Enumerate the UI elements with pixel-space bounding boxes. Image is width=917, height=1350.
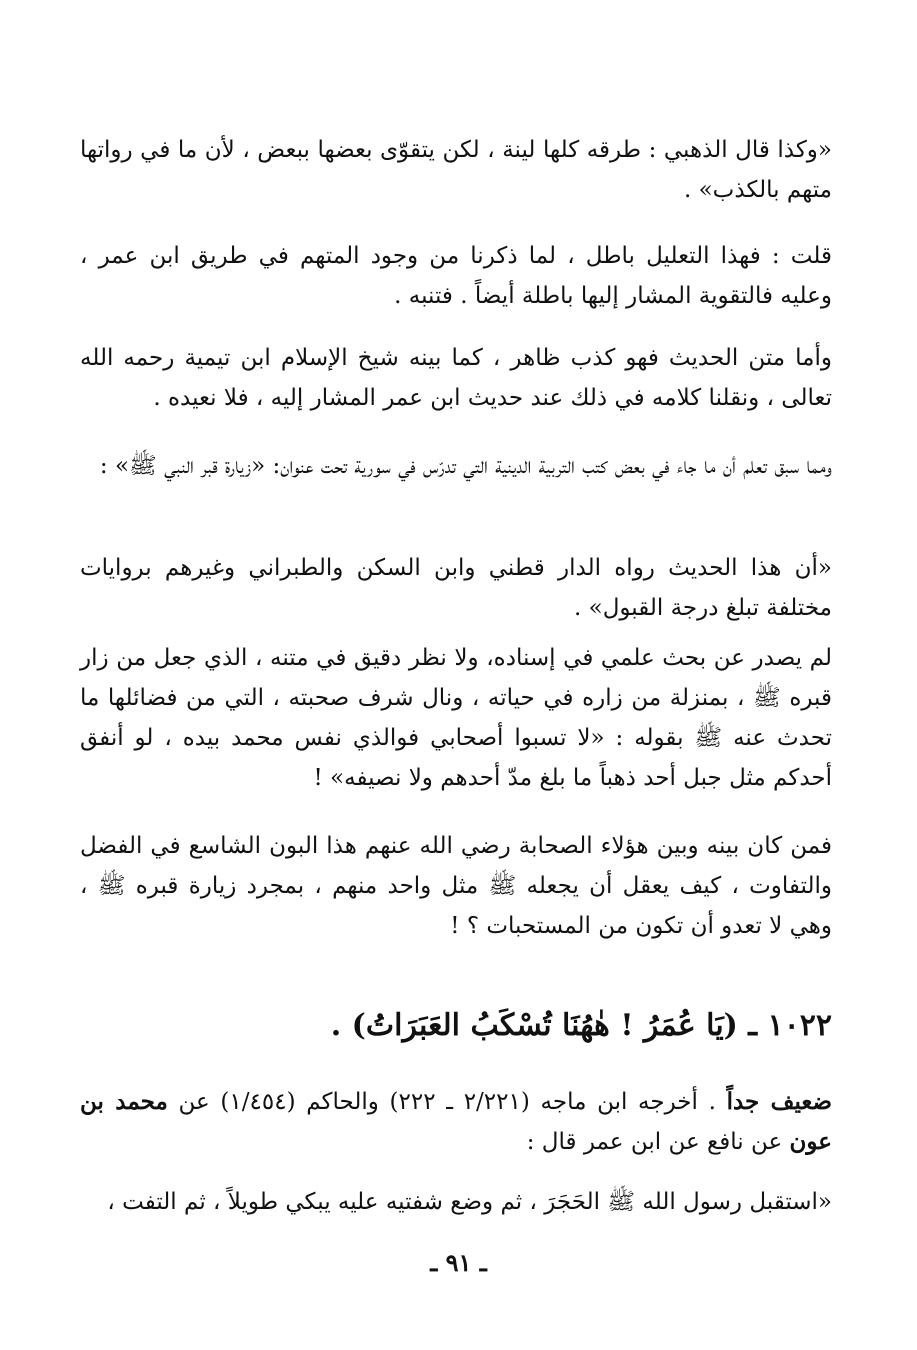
paragraph-hadith-text: «استقبل رسول الله ﷺ الحَجَرَ ، ثم وضع شفتيه عليه يبكي طويلاً ، ثم التفت ، <box>107 1189 832 1215</box>
paragraph-response: لم يصدر عن بحث علمي في إسناده، ولا نظر دقيق في متنه ، الذي جعل من زار قبره ﷺ ، بمنزلة من زاره في حياته ، ونال شرف صحبته ، التي من فضائلها ما تحدث عنه ﷺ بقوله : «لا تسبوا أصحابي فوالذي نفس محمد بيده ، لو أنفق أحدكم مثل جبل أحد ذهباً ما بلغ مدّ أحدهم ولا نصيفه» ! <box>80 645 832 791</box>
hadith-heading: ١٠٢٢ ـ (يَا عُمَرُ ! هٰهُنَا تُسْكَبُ العَبَرَاتُ) . <box>330 1008 832 1043</box>
paragraph-dhahabi-quote: «وكذا قال الذهبي : طرقه كلها لينة ، لكن يتقوّى بعضها ببعض ، لأن ما في رواتها متهم بالكذب» . <box>80 137 832 203</box>
takhrij-text-1: . أخرجه ابن ماجه (٢/٢٢١ ـ ٢٢٢) والحاكم (١/٤٥٤) عن <box>167 1089 727 1115</box>
grading-label: ضعيف جداً <box>726 1088 833 1115</box>
paragraph-matn: وأما متن الحديث فهو كذب ظاهر ، كما بينه شيخ الإسلام ابن تيمية رحمه الله تعالى ، ونقلنا كلامه في ذلك عند حديث ابن عمر المشار إليه ، فلا نعيده . <box>80 345 832 411</box>
page-number: ـ ٩١ ـ <box>430 1248 487 1277</box>
paragraph-quoted-claim: «أن هذا الحديث رواه الدار قطني وابن السكن والطبراني وغيرهم بروايات مختلفة تبلغ درجة القبول» . <box>80 555 832 621</box>
paragraph-takhrij <box>80 1082 832 1162</box>
paragraph-tarbiya: ومما سبق تعلم أن ما جاء في بعض كتب التربية الدينية التي تدرّس في سورية تحت عنوان: «زيارة قبر النبي ﷺ» : <box>99 453 832 479</box>
paragraph-qultu: قلت : فهذا التعليل باطل ، لما ذكرنا من وجود المتهم في طريق ابن عمر ، وعليه فالتقوية المشار إليها باطلة أيضاً . فتنبه . <box>80 243 832 309</box>
narrator-name: محمد بن عون <box>80 1088 832 1155</box>
takhrij-text-2: عن نافع عن ابن عمر قال : <box>526 1129 790 1155</box>
paragraph-conclusion: فمن كان بينه وبين هؤلاء الصحابة رضي الله عنهم هذا البون الشاسع في الفضل والتفاوت ، كيف يعقل أن يجعله ﷺ مثل واحد منهم ، بمجرد زيارة قبره ﷺ ، وهي لا تعدو أن تكون من المستحبات ؟ ! <box>80 833 832 939</box>
